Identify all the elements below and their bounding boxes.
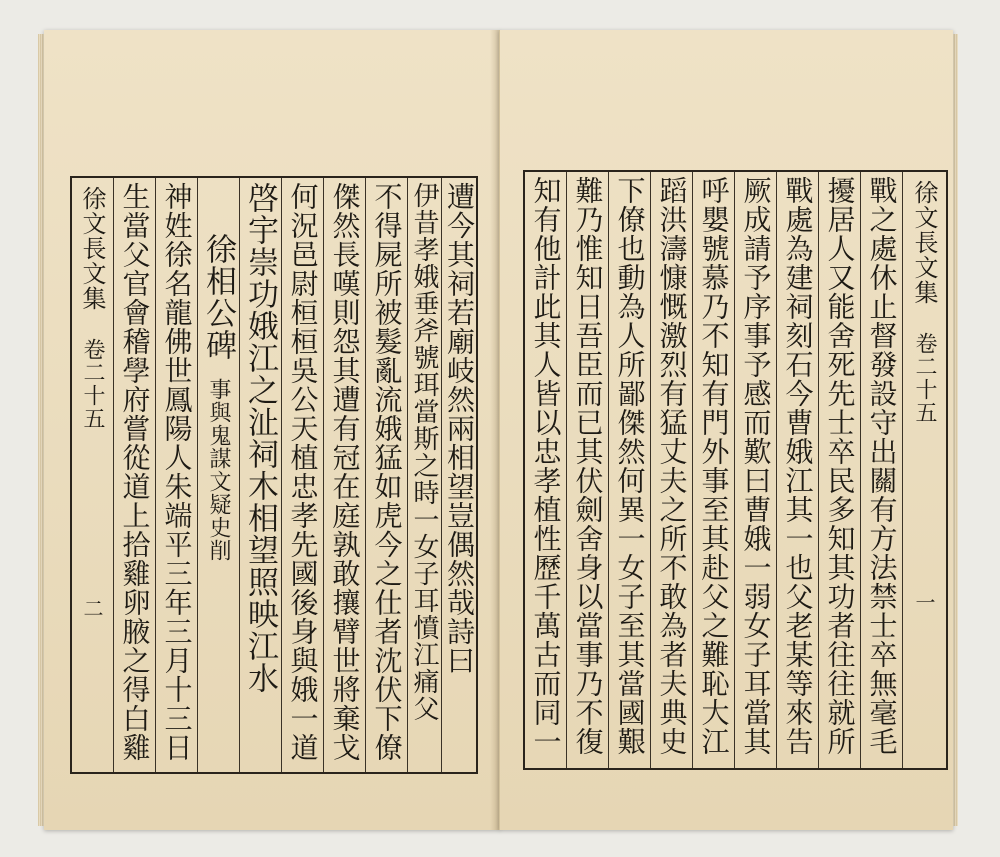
right-margin-volume: 卷二十五	[912, 332, 937, 424]
left-margin-book-title: 徐文長文集	[78, 186, 106, 311]
right-text-column-4	[735, 172, 777, 768]
column-text: 遭今其祠若廟岐然兩相望豈偶然哉詩曰	[443, 182, 476, 675]
left-text-column-5	[282, 178, 324, 772]
left-text-column-7	[198, 178, 240, 772]
column-text: 神姓徐名龍佛世鳳陽人朱端平三年三月十三日	[160, 182, 194, 762]
left-text-column-3	[366, 178, 408, 772]
left-text-column-4	[324, 178, 366, 772]
right-text-column-1	[861, 172, 903, 768]
right-margin-book-title: 徐文長文集	[910, 180, 938, 305]
column-text: 厥成請予序事予感而歎曰曹娥一弱女子耳當其	[739, 176, 773, 756]
column-text: 難乃惟知日吾臣而已其伏劍舍身以當事乃不復	[571, 176, 605, 756]
right-margin-column	[903, 172, 946, 768]
column-text: 啓宇崇功娥江之沚祠木相望照映江水	[242, 182, 278, 694]
right-margin-page-number: 一	[912, 592, 936, 613]
column-text: 知有他計此其人皆以忠孝植性歷千萬古而同一	[529, 176, 563, 756]
right-text-column-7	[609, 172, 651, 768]
column-text: 生當父官會稽學府嘗從道上拾雞卵腋之得白雞	[118, 182, 152, 762]
column-text: 伊昔孝娥垂斧號珥當斯之時一女子耳憤江痛父	[409, 182, 439, 722]
section-title: 徐相公碑	[200, 233, 236, 361]
left-text-column-2	[408, 178, 442, 772]
column-text: 下僚也動為人所鄙傑然何異一女子至其當國艱	[613, 176, 647, 756]
right-text-column-2	[819, 172, 861, 768]
right-text-column-6	[651, 172, 693, 768]
column-text: 戰之處休止督發設守出關有方法禁士卒無毫毛	[865, 176, 899, 756]
section-subtitle: 事與鬼謀文疑史削	[206, 378, 231, 562]
left-page-text-frame	[70, 176, 478, 774]
column-text: 戰處為建祠刻石今曹娥江其一也父老某等來告	[781, 176, 815, 756]
column-text: 蹈洪濤慷慨激烈有猛丈夫之所不敢為者夫典史	[655, 176, 689, 756]
column-text: 擾居人又能舍死先士卒民多知其功者往往就所	[823, 176, 857, 756]
left-margin-volume: 卷二十五	[80, 338, 105, 430]
left-text-column-9	[114, 178, 156, 772]
right-text-column-3	[777, 172, 819, 768]
left-text-column-8	[156, 178, 198, 772]
column-text: 不得屍所被髮亂流娥猛如虎今之仕者沈伏下僚	[370, 182, 404, 762]
left-margin-page-number: 二	[80, 598, 104, 619]
right-text-column-8	[567, 172, 609, 768]
left-margin-column	[72, 178, 114, 772]
left-text-column-1	[442, 178, 476, 772]
column-text: 傑然長嘆則怨其遭有冠在庭孰敢攘臂世將棄戈	[328, 182, 362, 762]
right-text-column-9	[525, 172, 567, 768]
column-text: 呼嬰號慕乃不知有門外事至其赴父之難恥大江	[697, 176, 731, 756]
right-page-text-frame	[523, 170, 948, 770]
left-text-column-6	[240, 178, 282, 772]
column-text: 何況邑尉桓桓吳公天植忠孝先國後身與娥一道	[286, 182, 320, 762]
right-text-column-5	[693, 172, 735, 768]
